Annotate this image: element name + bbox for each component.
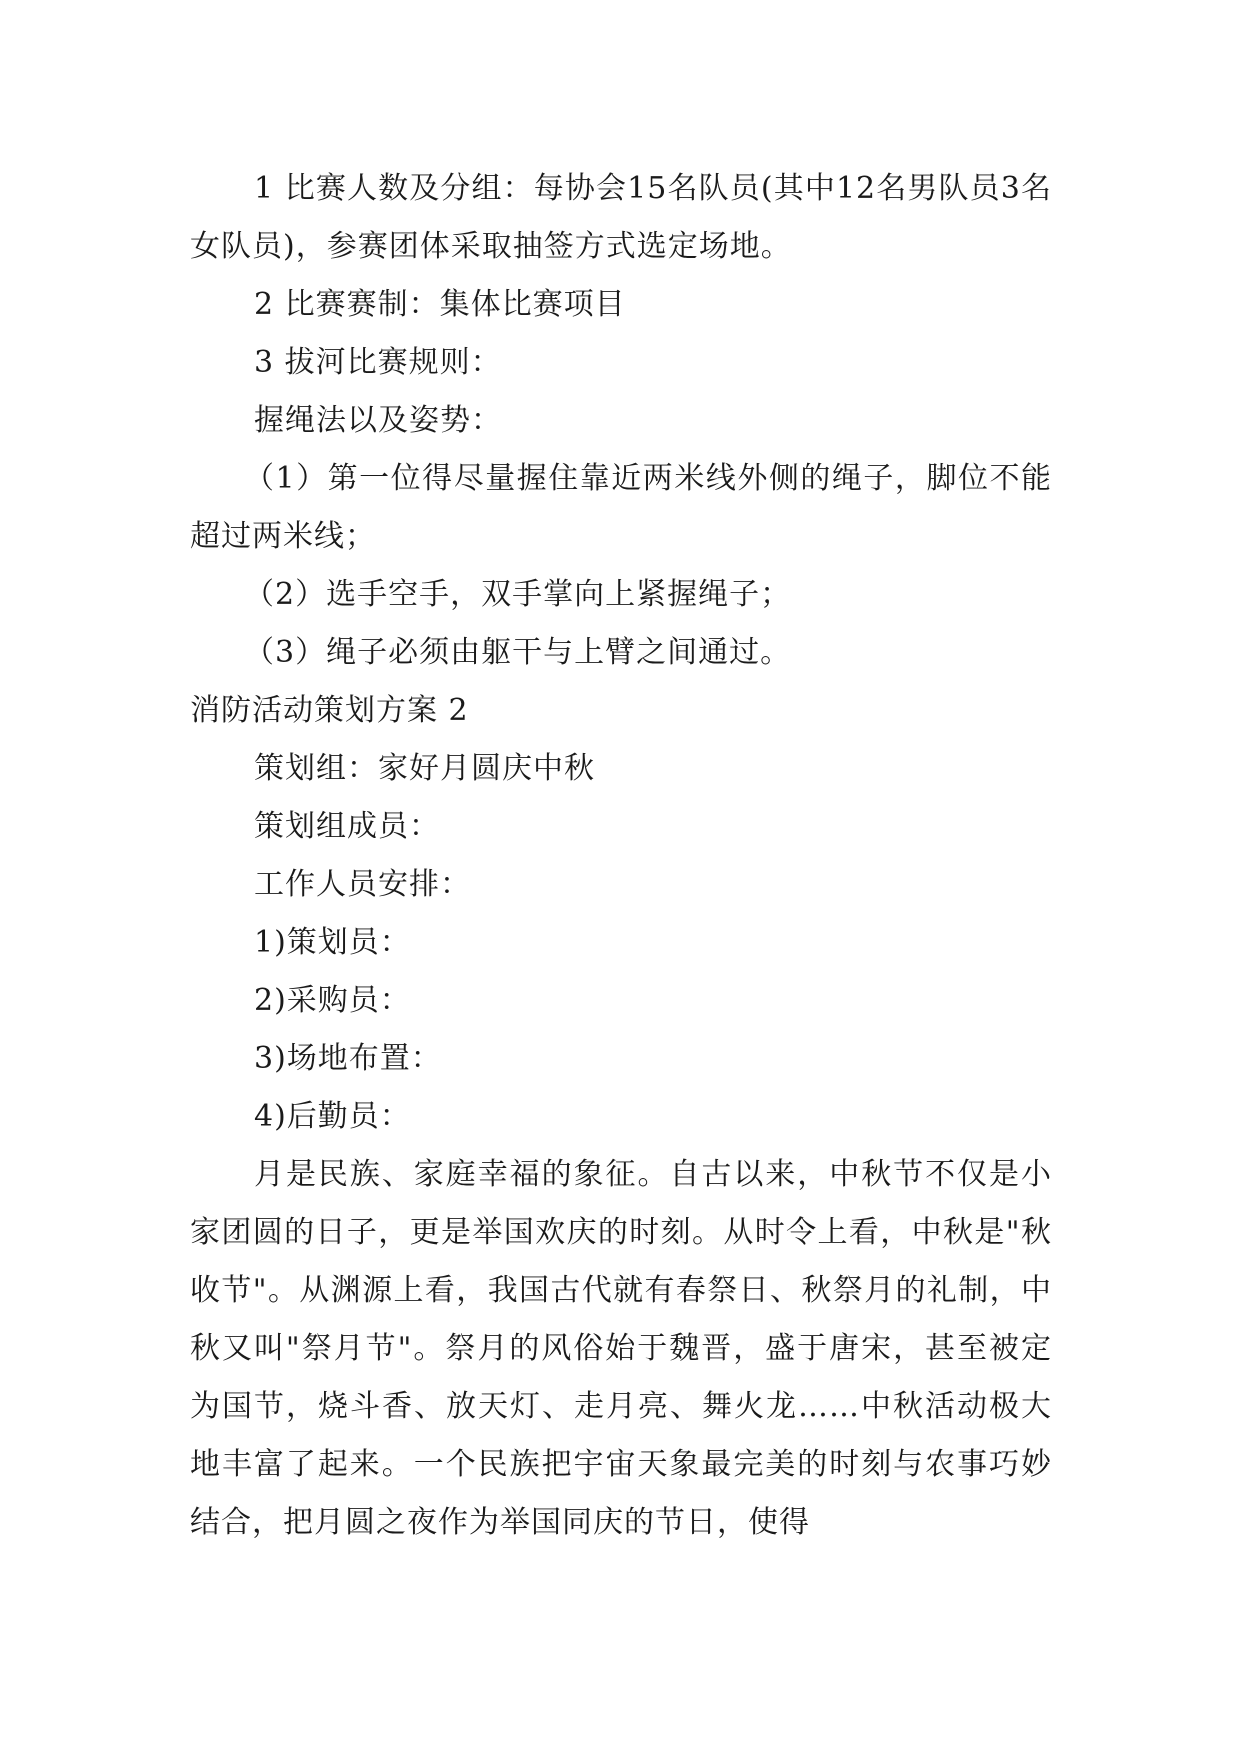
paragraph-staff-arrangement: 工作人员安排：	[254, 867, 471, 902]
paragraph-planning-group: 策划组：家好月圆庆中秋	[254, 751, 595, 786]
paragraph-team-size: 1 比赛人数及分组：每协会15名队员(其中12名男队员3名女队员)，参赛团体采取抽签方式选定场地。	[190, 171, 1052, 264]
paragraph-rules-heading: 3 拔河比赛规则：	[254, 345, 502, 380]
paragraph-logistics: 4)后勤员：	[254, 1099, 411, 1134]
paragraph-rule-3: （3）绳子必须由躯干与上臂之间通过。	[244, 635, 792, 670]
paragraph-rule-1: （1）第一位得尽量握住靠近两米线外侧的绳子，脚位不能超过两米线；	[190, 461, 1052, 554]
document-body	[190, 160, 1052, 1552]
paragraph-grip-heading: 握绳法以及姿势：	[254, 403, 502, 438]
paragraph-planner: 1)策划员：	[254, 925, 411, 960]
paragraph-mid-autumn: 月是民族、家庭幸福的象征。自古以来，中秋节不仅是小家团圆的日子，更是举国欢庆的时刻。从时令上看，中秋是"秋收节"。从渊源上看，我国古代就有春祭日、秋祭月的礼制，中秋又叫"祭月节"。祭月的风俗始于魏晋，盛于唐宋，甚至被定为国节，烧斗香、放天灯、走月亮、舞火龙……中秋活动极大地丰富了起来。一个民族把宇宙天象最完美的时刻与农事巧妙结合，把月圆之夜作为举国同庆的节日，使得	[190, 1157, 1052, 1540]
paragraph-group-members: 策划组成员：	[254, 809, 440, 844]
paragraph-rule-2: （2）选手空手，双手掌向上紧握绳子；	[244, 577, 792, 612]
paragraph-format: 2 比赛赛制：集体比赛项目	[254, 287, 626, 322]
section-heading: 消防活动策划方案 2	[190, 693, 469, 728]
paragraph-venue-setup: 3)场地布置：	[254, 1041, 442, 1076]
paragraph-purchaser: 2)采购员：	[254, 983, 411, 1018]
